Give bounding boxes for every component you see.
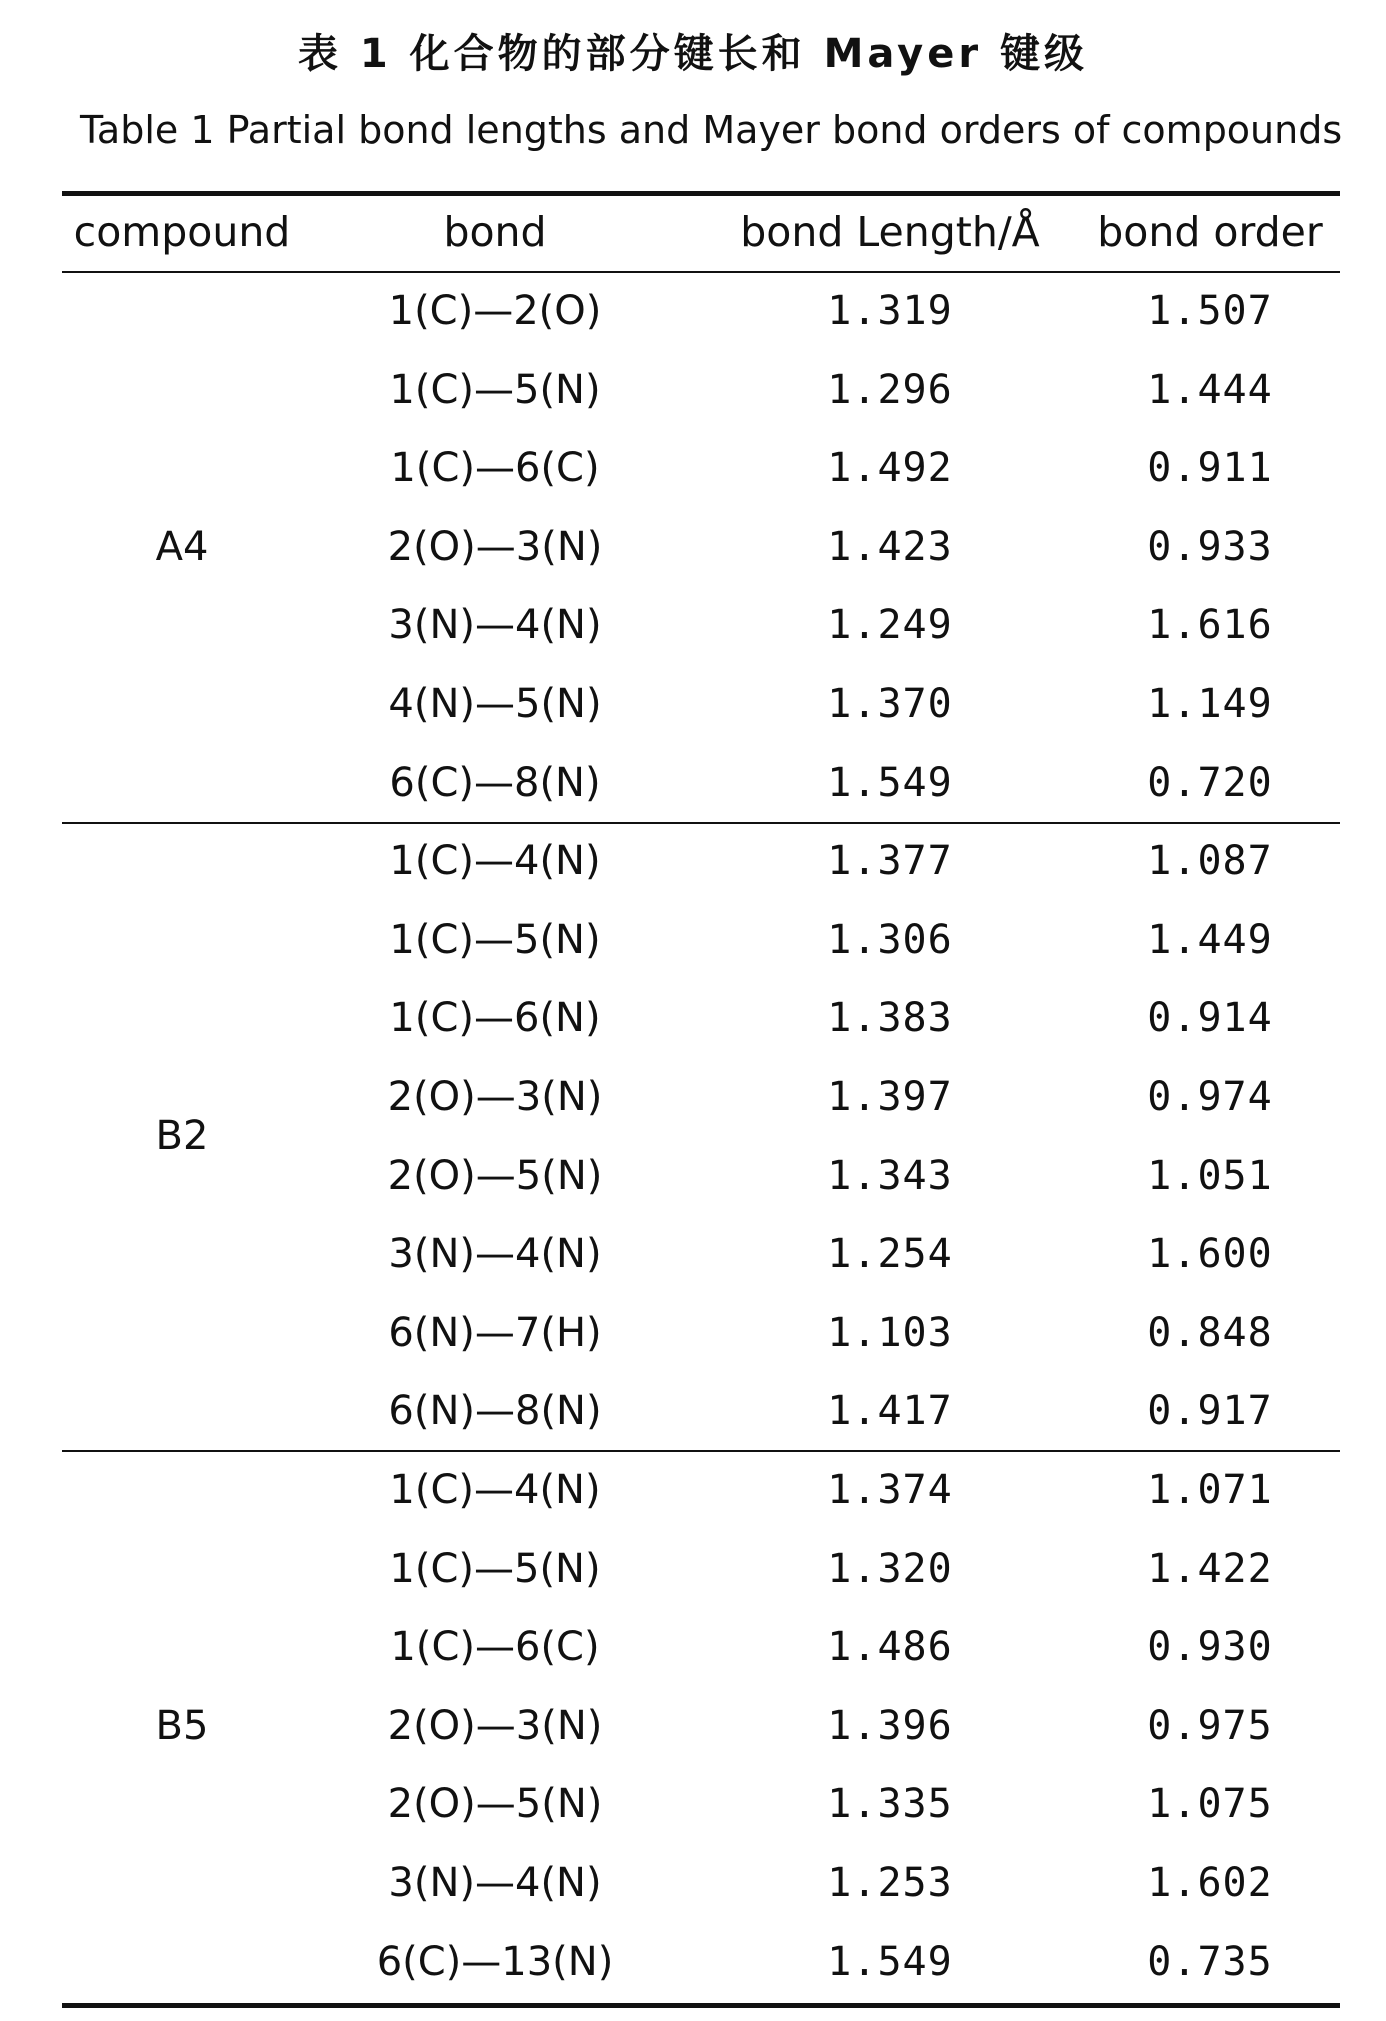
compound-label: B5 [155,1702,209,1749]
bond-cell: 4(N)—5(N) [388,681,602,727]
bond-cell: 6(N)—8(N) [388,1388,602,1435]
bond-order-cell: 1.449 [1147,916,1273,963]
table-caption-chinese: 表 1 化合物的部分键长和 Mayer 键级 [297,31,1089,77]
bond-length-cell: 1.417 [827,1388,953,1435]
bond-order-cell: 1.602 [1147,1860,1273,1906]
compound-label: A4 [155,523,209,570]
bond-length-cell: 1.319 [827,288,953,334]
header-bond: bond [443,208,547,256]
bond-length-cell: 1.492 [827,445,953,492]
bond-order-cell: 0.933 [1147,523,1273,570]
bond-length-cell: 1.486 [827,1624,953,1671]
header-bond-order: bond order [1097,208,1323,256]
bond-cell: 1(C)—5(N) [389,1545,601,1592]
bond-cell: 6(C)—13(N) [376,1938,614,1985]
bond-order-cell: 1.444 [1147,366,1273,413]
bond-cell: 1(C)—4(N) [389,1467,601,1513]
bond-length-cell: 1.396 [827,1702,953,1749]
bond-length-cell: 1.249 [827,602,953,649]
bond-cell: 2(O)—5(N) [387,1781,603,1828]
bond-length-cell: 1.254 [827,1231,953,1278]
bond-order-cell: 1.422 [1147,1545,1273,1592]
bond-order-cell: 0.720 [1147,759,1273,806]
table-caption-english: Table 1 Partial bond lengths and Mayer bond orders of compounds [80,108,1343,152]
bond-order-cell: 1.087 [1147,838,1273,885]
bond-length-cell: 1.320 [827,1545,953,1592]
header-compound: compound [73,208,291,256]
bond-order-cell: 1.149 [1147,681,1273,727]
bond-length-cell: 1.296 [827,366,953,413]
bond-cell: 3(N)—4(N) [388,1231,602,1278]
bond-length-cell: 1.335 [827,1781,953,1828]
bond-length-cell: 1.370 [827,681,953,727]
group-rule [62,822,1340,824]
bond-order-cell: 1.600 [1147,1231,1273,1278]
bond-order-cell: 0.974 [1147,1074,1273,1120]
group-rule [62,1450,1340,1452]
bond-cell: 3(N)—4(N) [388,1860,602,1906]
bond-length-cell: 1.343 [827,1152,953,1199]
bond-length-cell: 1.374 [827,1467,953,1513]
bond-order-cell: 0.930 [1147,1624,1273,1671]
bond-order-cell: 0.911 [1147,445,1273,492]
bond-order-cell: 0.917 [1147,1388,1273,1435]
bond-length-cell: 1.549 [827,1938,953,1985]
bond-cell: 1(C)—6(N) [389,995,601,1042]
bond-length-cell: 1.383 [827,995,953,1042]
bond-length-cell: 1.103 [827,1309,953,1356]
bond-order-cell: 0.848 [1147,1309,1273,1356]
bottom-rule [62,2003,1340,2008]
bond-cell: 1(C)—5(N) [389,916,601,963]
bond-cell: 3(N)—4(N) [388,602,602,649]
bond-order-cell: 1.071 [1147,1467,1273,1513]
bond-order-cell: 0.735 [1147,1938,1273,1985]
bond-length-cell: 1.377 [827,838,953,885]
bond-length-cell: 1.397 [827,1074,953,1120]
bond-cell: 6(N)—7(H) [388,1309,602,1356]
bond-cell: 1(C)—5(N) [389,366,601,413]
bond-length-cell: 1.549 [827,759,953,806]
top-rule [62,191,1340,196]
bond-cell: 2(O)—3(N) [387,1074,603,1120]
bond-cell: 1(C)—2(O) [388,288,602,334]
bond-cell: 1(C)—6(C) [390,445,600,492]
bond-length-cell: 1.423 [827,523,953,570]
compound-label: B2 [155,1113,209,1160]
bond-cell: 2(O)—3(N) [387,1702,603,1749]
bond-order-cell: 0.975 [1147,1702,1273,1749]
bond-order-cell: 1.075 [1147,1781,1273,1828]
bond-cell: 2(O)—5(N) [387,1152,603,1199]
bond-cell: 6(C)—8(N) [389,759,601,806]
header-rule [62,271,1340,273]
header-bond-length: bond Length/Å [740,208,1040,256]
bond-length-cell: 1.253 [827,1860,953,1906]
bond-order-cell: 1.616 [1147,602,1273,649]
bond-length-cell: 1.306 [827,916,953,963]
bond-order-cell: 1.051 [1147,1152,1273,1199]
bond-cell: 1(C)—6(C) [390,1624,600,1671]
bond-cell: 2(O)—3(N) [387,523,603,570]
bond-cell: 1(C)—4(N) [389,838,601,885]
bond-order-cell: 1.507 [1147,288,1273,334]
bond-order-cell: 0.914 [1147,995,1273,1042]
